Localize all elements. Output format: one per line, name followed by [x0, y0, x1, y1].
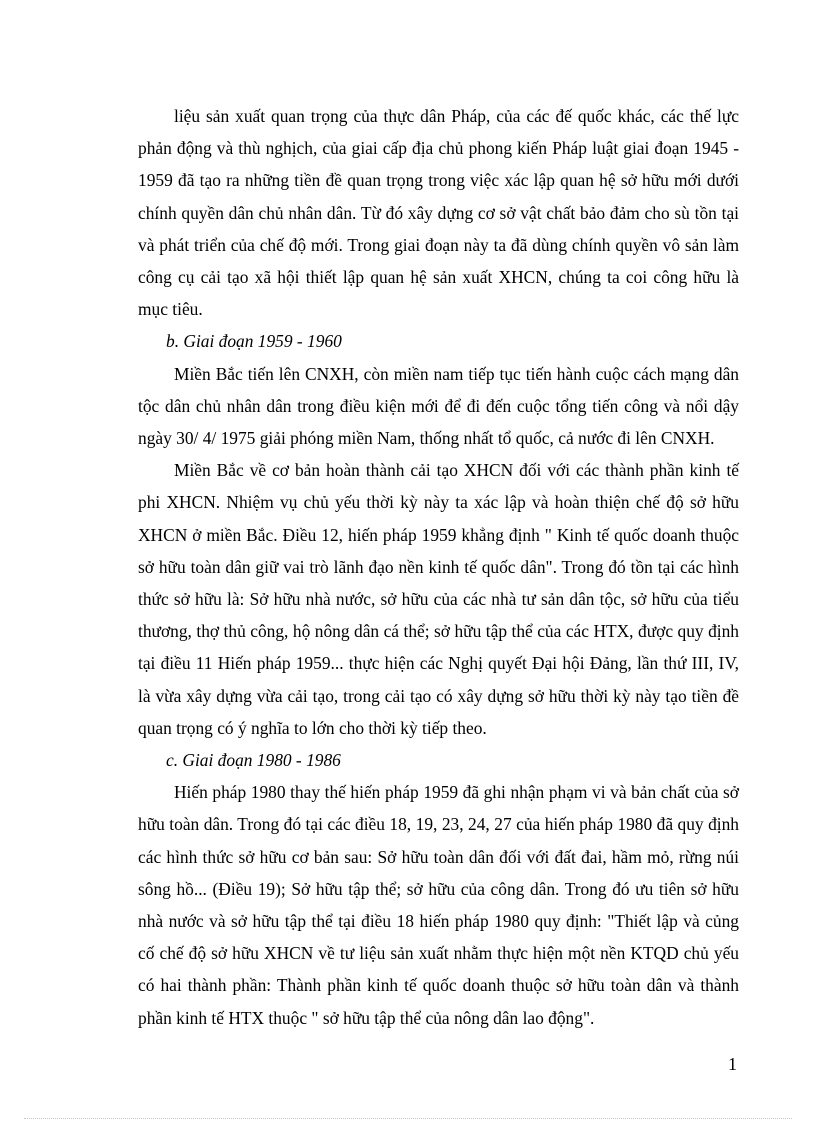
paragraph-socialist-transformation-north: Miền Bắc về cơ bản hoàn thành cải tạo XHCN đối với các thành phần kinh tế phi XHCN. Nhiệm vụ chủ yếu thời kỳ này ta xác lập và hoàn thiện chế độ sở hữu XHCN ở miền Bắc. Điều 12, hiến pháp 1959 khẳng định " Kinh tế quốc doanh thuộc sở hữu toàn dân giữ vai trò lãnh đạo nền kinh tế quốc dân". Trong đó tồn tại các hình thức sở hữu là: Sở hữu nhà nước, sở hữu của các nhà tư sản dân tộc, sở hữu của tiểu thương, thợ thủ công, hộ nông dân cá thể; sở hữu tập thể của các HTX, được quy định tại điều 11 Hiến pháp 1959... thực hiện các Nghị quyết Đại hội Đảng, lần thứ III, IV, là vừa xây dựng vừa cải tạo, trong cải tạo có xây dựng sở hữu thời kỳ này tạo tiền đề quan trọng có ý nghĩa to lớn cho thời kỳ tiếp theo.: [138, 460, 739, 738]
paragraph-property-relations-1945-1959: liệu sản xuất quan trọng của thực dân Pháp, của các đế quốc khác, các thế lực phản động và thù nghịch, của giai cấp địa chủ phong kiến Pháp luật giai đoạn 1945 - 1959 đã tạo ra những tiền đề quan trọng trong việc xác lập quan hệ sở hữu mới dưới chính quyền dân chủ nhân dân. Từ đó xây dựng cơ sở vật chất bảo đảm cho sù tồn tại và phát triển của chế độ mới. Trong giai đoạn này ta đã dùng chính quyền vô sản làm công cụ cải tạo xã hội thiết lập quan hệ sản xuất XHCN, chúng ta coi công hữu là mục tiêu.: [138, 106, 739, 320]
document-page: [138, 100, 739, 1034]
paragraph-north-advances-socialism: Miền Bắc tiến lên CNXH, còn miền nam tiếp tục tiến hành cuộc cách mạng dân tộc dân chủ nhân dân trong điều kiện mới để đi đến cuộc tổng tiến công và nổi dậy ngày 30/ 4/ 1975 giải phóng miền Nam, thống nhất tổ quốc, cả nước đi lên CNXH.: [138, 363, 739, 449]
paragraph-constitution-1980: Hiến pháp 1980 thay thế hiến pháp 1959 đã ghi nhận phạm vi và bản chất của sở hữu toàn dân. Trong đó tại các điều 18, 19, 23, 24, 27 của hiến pháp 1980 đã quy định các hình thức sở hữu cơ bản sau: Sở hữu toàn dân đối với đất đai, hầm mỏ, rừng núi sông hồ... (Điều 19); Sở hữu tập thể; sở hữu của công dân. Trong đó ưu tiên sở hữu nhà nước và sở hữu tập thể tại điều 18 hiến pháp 1980 quy định: "Thiết lập và củng cố chế độ sở hữu XHCN về tư liệu sản xuất nhằm thực hiện một nền KTQD chủ yếu có hai thành phần: Thành phần kinh tế quốc doanh thuộc sở hữu toàn dân và thành phần kinh tế HTX thuộc " sở hữu tập thể của nông dân lao động".: [138, 782, 739, 1028]
page-number: 1: [728, 1054, 737, 1074]
heading-period-1959-1960: b. Giai đoạn 1959 - 1960: [166, 331, 342, 352]
footer-divider: [24, 1118, 792, 1119]
heading-period-1980-1986: c. Giai đoạn 1980 - 1986: [166, 750, 341, 771]
